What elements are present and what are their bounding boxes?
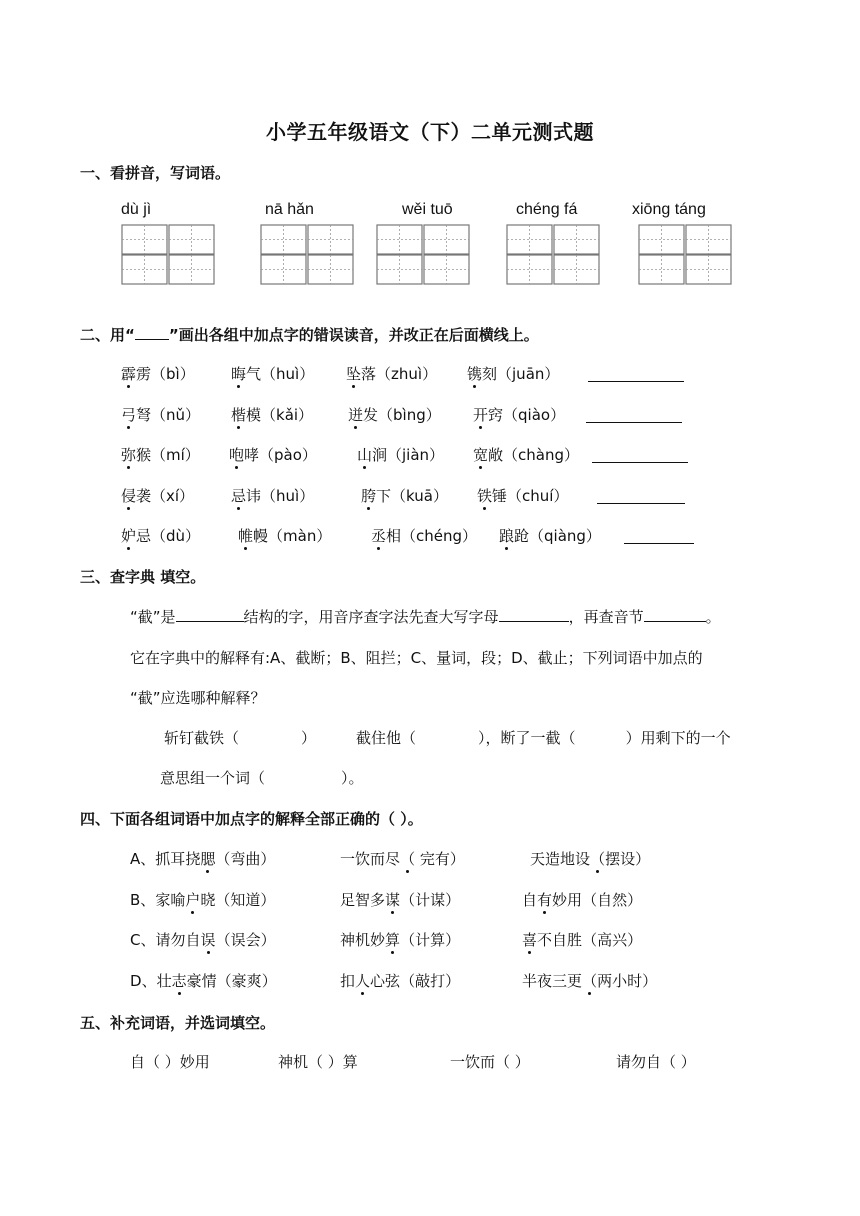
- char: 胜: [567, 931, 583, 949]
- pronunciation-item: [348, 404, 441, 425]
- fill-item-2: 神机（ ）算: [278, 1053, 358, 1071]
- char: 宽: [473, 446, 489, 464]
- char: 扣: [340, 971, 356, 990]
- char: 胯: [361, 486, 377, 505]
- page-title: 小学五年级语文（下）二单元测式题: [266, 120, 594, 144]
- option-term: [130, 889, 275, 910]
- char: 豪: [231, 971, 247, 990]
- char: 、: [140, 931, 156, 949]
- char: ）: [445, 931, 461, 949]
- pronunciation-item: [357, 444, 444, 465]
- char: 高: [597, 931, 613, 949]
- pronunciation-item: [371, 525, 477, 546]
- pronunciation-item: [229, 444, 317, 465]
- pronunciation-item: [361, 485, 448, 506]
- char: 自: [597, 890, 613, 909]
- char-rest: 下（kuā）: [376, 486, 448, 505]
- char: 踉: [499, 527, 515, 545]
- char: 更: [567, 971, 583, 990]
- char: 人: [355, 971, 371, 990]
- section-3-line-5: [160, 767, 364, 788]
- char: 误: [230, 931, 246, 949]
- text: ，再查音节: [568, 608, 644, 626]
- heading-suffix: ”画出各组中加点字的错误读音，并改正在后面横线上。: [168, 326, 539, 344]
- pronunciation-item: [473, 404, 565, 425]
- pinyin-5: xiōng táng: [632, 201, 706, 218]
- text: ），断了一截（: [478, 729, 576, 747]
- char: 勿: [170, 931, 186, 949]
- char: 神: [340, 931, 356, 949]
- writing-grid[interactable]: [638, 224, 732, 286]
- section-5-heading: 五、补充词语，并选词填空。: [80, 1014, 276, 1032]
- char: 会: [245, 931, 261, 949]
- char: C: [130, 931, 141, 949]
- section-3-heading: 三、查字典 填空。: [80, 568, 206, 586]
- char: ）: [635, 850, 651, 868]
- char-rest: 相（chéng）: [386, 527, 478, 545]
- char: （: [400, 850, 416, 868]
- char: 心: [370, 971, 386, 990]
- pronunciation-item: [121, 404, 200, 425]
- pronunciation-item: [121, 485, 194, 506]
- text: 斩钉截铁（: [164, 729, 240, 747]
- writing-grid[interactable]: [260, 224, 354, 286]
- char: 敲: [415, 971, 431, 990]
- char-rest: 刻（juān）: [482, 365, 560, 383]
- heading-prefix: 二、用“: [80, 326, 135, 344]
- text: ）用剩下的一个: [625, 729, 731, 747]
- char: 爽: [246, 971, 262, 990]
- char: D: [130, 971, 142, 990]
- text: 。: [705, 608, 721, 626]
- correction-blank[interactable]: [624, 527, 694, 544]
- char: 小: [612, 971, 628, 990]
- option-term: [522, 929, 642, 950]
- char: 坠: [346, 365, 362, 383]
- char: （: [582, 890, 598, 909]
- char: 家: [155, 890, 171, 909]
- char-rest: 跄（qiàng）: [514, 527, 601, 545]
- char: 妙: [370, 931, 386, 949]
- char: 、: [140, 890, 156, 909]
- pinyin-3: wěi tuō: [402, 201, 453, 218]
- char: ）: [260, 931, 276, 949]
- pronunciation-item: [238, 525, 331, 546]
- char: ）: [260, 850, 276, 868]
- char: 计: [415, 931, 431, 949]
- char: （: [590, 850, 606, 868]
- char: ）: [445, 890, 461, 909]
- char: B: [130, 890, 141, 909]
- fill-item-3: 一饮而（ ）: [450, 1053, 530, 1071]
- section-3-line-3: “截”应选哪种解释？: [130, 689, 266, 707]
- char: 有: [434, 850, 450, 868]
- char: 兴: [612, 931, 628, 949]
- char: 山: [357, 446, 373, 464]
- fill-item-1: 自（ ）妙用: [130, 1053, 210, 1071]
- option-term: [340, 889, 460, 910]
- option-term: [522, 970, 657, 991]
- char: 抓: [155, 850, 171, 868]
- option-term: [130, 970, 277, 991]
- char: 不: [537, 931, 553, 949]
- underline-sample: [135, 325, 169, 340]
- char: 时: [627, 971, 643, 990]
- char: 尽: [385, 850, 401, 868]
- correction-blank[interactable]: [586, 406, 682, 423]
- option-term: [130, 929, 276, 950]
- char: ）: [642, 971, 658, 990]
- option-term: [530, 848, 650, 869]
- char: 自: [522, 890, 538, 909]
- char: 镌: [467, 365, 483, 383]
- pronunciation-item: [467, 363, 559, 384]
- text: ）: [301, 729, 317, 747]
- char: 挠: [185, 850, 201, 868]
- section-4-heading: 四、下面各组词语中加点字的解释全部正确的（ ）。: [80, 810, 423, 828]
- writing-grid[interactable]: [506, 224, 600, 286]
- section-3-line-1: [130, 606, 721, 627]
- char: 妙: [552, 890, 568, 909]
- char: （: [582, 931, 598, 949]
- char: 志: [171, 971, 187, 990]
- char-rest: 模（kǎi）: [246, 405, 314, 424]
- writing-grid[interactable]: [121, 224, 215, 286]
- char: 曲: [245, 850, 261, 868]
- char: （: [400, 931, 416, 949]
- char: 三: [552, 971, 568, 990]
- char: 弦: [385, 971, 401, 990]
- char: 豪: [186, 971, 202, 990]
- char: 自: [185, 931, 201, 949]
- char: 然: [612, 890, 628, 909]
- char-rest: 忌（dù）: [136, 527, 201, 545]
- char: 侵: [121, 486, 137, 505]
- char: 智: [355, 890, 371, 909]
- char: 忌: [231, 486, 247, 505]
- char: 造: [545, 850, 561, 868]
- char-rest: 涧（jiàn）: [372, 446, 445, 464]
- char: ）: [627, 890, 643, 909]
- char-rest: 弩（nǔ）: [136, 405, 201, 424]
- char-rest: 敞（chàng）: [488, 446, 579, 464]
- char: 算: [385, 931, 401, 949]
- char-rest: 猴（mí）: [136, 446, 200, 464]
- char: 打: [430, 971, 446, 990]
- char-rest: 雳（bì）: [136, 365, 195, 383]
- char: ）: [261, 971, 277, 990]
- char: 楷: [231, 405, 247, 424]
- char: 计: [415, 890, 431, 909]
- char: 谋: [430, 890, 446, 909]
- char: 壮: [156, 971, 172, 990]
- char: （: [215, 931, 231, 949]
- text: ）。: [341, 769, 364, 787]
- char: 迸: [348, 405, 364, 424]
- char: 误: [200, 931, 216, 949]
- pronunciation-item: [231, 363, 314, 384]
- correction-blank[interactable]: [588, 365, 684, 382]
- answer-blank[interactable]: [176, 607, 244, 622]
- char: 户: [185, 890, 201, 909]
- char: 晓: [200, 890, 216, 909]
- char: 足: [340, 890, 356, 909]
- char-rest: 气（huì）: [246, 365, 315, 383]
- char: 情: [201, 971, 217, 990]
- section-3-line-4: [164, 727, 731, 748]
- char: 饮: [355, 850, 371, 868]
- char: 弥: [121, 446, 137, 464]
- char-rest: 袭（xí）: [136, 486, 195, 505]
- char: 铁: [477, 486, 493, 505]
- char: 谋: [385, 890, 401, 909]
- char: 设: [575, 850, 591, 868]
- pronunciation-item: [231, 485, 314, 506]
- char: 算: [430, 931, 446, 949]
- char: ）: [260, 890, 276, 909]
- option-term: [522, 889, 642, 910]
- char: 完: [419, 850, 435, 868]
- char: （: [582, 971, 598, 990]
- correction-blank[interactable]: [592, 446, 688, 463]
- correction-blank[interactable]: [597, 487, 685, 504]
- text: “截”是: [130, 608, 176, 626]
- char: 、: [141, 971, 157, 990]
- writing-grid[interactable]: [376, 224, 470, 286]
- pronunciation-item: [231, 404, 313, 425]
- char: 一: [340, 850, 356, 868]
- section-2-heading: [80, 324, 539, 345]
- char: 自: [552, 931, 568, 949]
- char: 有: [537, 890, 553, 909]
- char: 道: [245, 890, 261, 909]
- pronunciation-item: [121, 525, 200, 546]
- text: 结构的字，用音序查字法先查大写字母: [243, 608, 499, 626]
- char: 弓: [121, 405, 137, 424]
- char: 腮: [200, 850, 216, 868]
- option-term: [340, 970, 460, 991]
- char: 半: [522, 971, 538, 990]
- option-term: [340, 848, 465, 869]
- pinyin-2: nā hǎn: [265, 201, 314, 218]
- text: 意思组一个词（: [160, 769, 266, 787]
- char-rest: 幔（màn）: [253, 527, 332, 545]
- answer-blank[interactable]: [499, 607, 569, 622]
- char: 而: [370, 850, 386, 868]
- char: 弯: [230, 850, 246, 868]
- char: 多: [370, 890, 386, 909]
- char: 耳: [170, 850, 186, 868]
- char: 晦: [231, 365, 247, 383]
- pronunciation-item: [121, 363, 195, 384]
- section-1-heading: 一、看拼音，写词语。: [80, 164, 231, 182]
- char: 机: [355, 931, 371, 949]
- char: 、: [140, 850, 156, 868]
- char-rest: 落（zhuì）: [361, 365, 438, 383]
- char: ）: [449, 850, 465, 868]
- char: 设: [620, 850, 636, 868]
- char: 用: [567, 890, 583, 909]
- char: （: [400, 890, 416, 909]
- char: 夜: [537, 971, 553, 990]
- char: （: [215, 850, 231, 868]
- char: 天: [530, 850, 546, 868]
- char: 请: [155, 931, 171, 949]
- char-rest: 哮（pào）: [244, 446, 317, 464]
- char: 丞: [371, 527, 387, 545]
- char: （: [400, 971, 416, 990]
- char: 帷: [238, 527, 254, 545]
- char-rest: 锤（chuí）: [492, 486, 569, 505]
- pinyin-4: chéng fá: [516, 201, 578, 218]
- option-term: [340, 929, 460, 950]
- char: 开: [473, 405, 489, 424]
- fill-item-4: 请勿自（ ）: [616, 1053, 696, 1071]
- char: 两: [597, 971, 613, 990]
- char: 喻: [170, 890, 186, 909]
- answer-blank[interactable]: [644, 607, 706, 622]
- pinyin-1: dù jì: [121, 201, 152, 218]
- pronunciation-item: [121, 444, 200, 465]
- char: A: [130, 850, 141, 868]
- char: 咆: [229, 446, 245, 464]
- char: 知: [230, 890, 246, 909]
- char: 霹: [121, 365, 137, 383]
- char-rest: 讳（huì）: [246, 486, 315, 505]
- char: 摆: [605, 850, 621, 868]
- char-rest: 发（bìng）: [363, 405, 441, 424]
- option-term: [130, 848, 275, 869]
- pronunciation-item: [346, 363, 437, 384]
- char: 妒: [121, 527, 137, 545]
- pronunciation-item: [477, 485, 568, 506]
- text: 截住他（: [356, 729, 417, 747]
- pronunciation-item: [473, 444, 579, 465]
- section-3-line-2: 它在字典中的解释有:A、截断；B、阻拦；C、量词，段；D、截止；下列词语中加点的: [130, 649, 703, 667]
- char: 地: [560, 850, 576, 868]
- char: （: [215, 890, 231, 909]
- char: ）: [627, 931, 643, 949]
- char: （: [216, 971, 232, 990]
- char: 喜: [522, 931, 538, 949]
- char: ）: [445, 971, 461, 990]
- pronunciation-item: [499, 525, 601, 546]
- char-rest: 窍（qiào）: [488, 405, 566, 424]
